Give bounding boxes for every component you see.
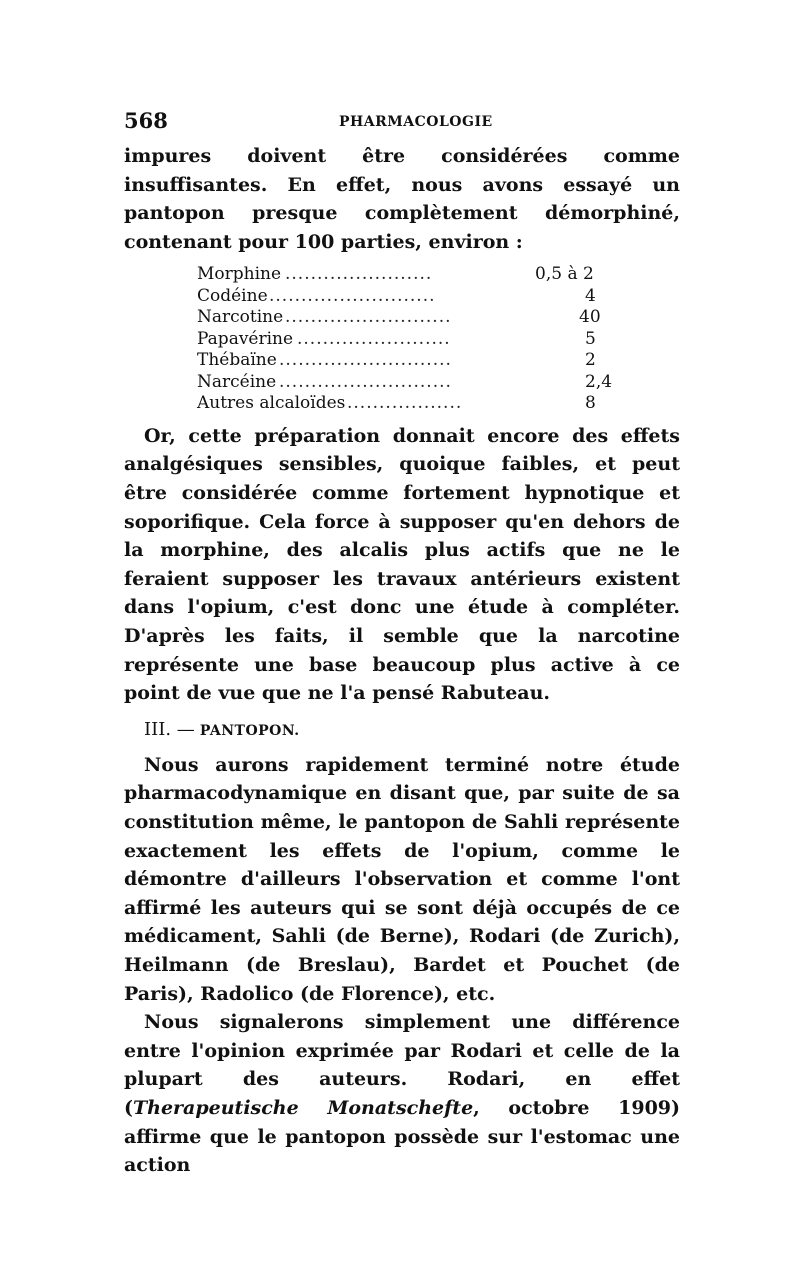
paragraph-1: impures doivent être considérées comme insuffisantes. En effet, nous avons essayé un pantopon presque complètement démorphiné, contenant pour 100 parties, environ :	[124, 145, 680, 253]
alkaloid-name: Thébaïne	[197, 350, 277, 371]
table-row: Papavérine ........................ 5	[197, 328, 596, 349]
alkaloid-value: 5	[585, 328, 596, 349]
table-row: Morphine ....................... 0,5 à 2	[197, 264, 594, 285]
running-title: PHARMACOLOGIE	[339, 114, 493, 130]
alkaloid-value: 2,4	[585, 371, 613, 392]
alkaloid-value: 40	[579, 307, 601, 328]
table-row: Narcotine .......................... 40	[197, 307, 601, 328]
alkaloid-value: 0,5 à 2	[535, 264, 594, 285]
paragraph-4-text: Nous signalerons simplement une différence entre l'opinion exprimée par Rodari et celle de la plupart des auteurs. Rodari, en effet (	[124, 1011, 680, 1119]
paragraph-3: Nous aurons rapidement terminé notre étude pharmacodynamique en disant que, par suite de sa constitution même, le pantopon de Sahli représente exactement les effets de l'opium, comme le démontre d'ailleurs l'observation et comme l'ont affirmé les auteurs qui se sont déjà occupés de ce médicament, Sahli (de Berne), Rodari (de Zurich), Heilmann (de Breslau), Bardet et Pouchet (de Paris), Radolico (de Florence), etc.	[124, 753, 680, 1005]
paragraph-4	[124, 1008, 680, 1180]
page-header	[124, 108, 680, 142]
table-row: Codéine .......................... 4	[197, 285, 596, 306]
paragraph-2: Or, cette préparation donnait encore des effets analgésiques sensibles, quoique faibles, et peut être considérée comme fortement hypnotique et soporifique. Cela force à supposer qu'en dehors de la morphine, des alcalis plus actifs que ne le feraient supposer les travaux antérieurs existent dans l'opium, c'est donc une étude à compléter. D'après les faits, il semble que la narcotine représente une base beaucoup plus active à ce point de vue que ne l'a pensé Rabuteau.	[124, 424, 680, 705]
alkaloid-name: Morphine	[197, 264, 282, 285]
journal-title: Therapeutische Monatschefte	[133, 1096, 474, 1119]
page-number: 568	[124, 108, 168, 133]
table-row: Narcéine ........................... 2,4	[197, 371, 613, 392]
alkaloid-name: Papavérine	[197, 328, 294, 349]
book-page	[124, 108, 680, 1180]
table-row: Autres alcaloïdes .................. 8	[197, 393, 596, 414]
section-number: III. —	[144, 718, 195, 740]
alkaloid-name: Codéine	[197, 285, 268, 306]
alkaloid-value: 4	[585, 285, 596, 306]
table-row: Thébaïne ........................... 2	[197, 350, 596, 371]
alkaloid-name: Narcéine	[197, 371, 277, 392]
alkaloid-value: 2	[585, 350, 596, 371]
alkaloid-name: Narcotine	[197, 307, 284, 328]
alkaloid-table	[197, 264, 680, 415]
section-heading	[144, 718, 680, 743]
section-title: PANTOPON.	[199, 722, 300, 739]
paragraph-4-text-end: , octobre 1909) affirme que le pantopon possède sur l'estomac une action	[124, 1096, 681, 1177]
alkaloid-name: Autres alcaloïdes	[197, 393, 346, 414]
alkaloid-value: 8	[585, 393, 596, 414]
